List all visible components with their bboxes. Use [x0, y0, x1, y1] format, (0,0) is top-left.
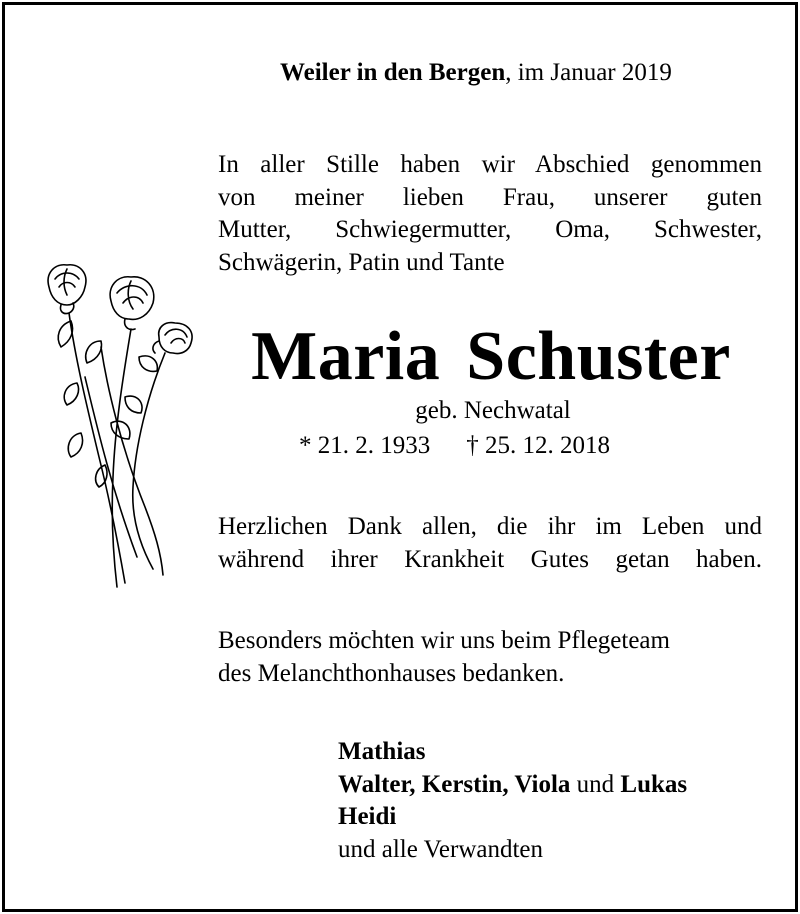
place-date-line: [280, 59, 672, 87]
special-thanks-paragraph: [218, 625, 670, 690]
birth-name: geb. Nechwatal: [415, 397, 571, 424]
special-thanks-line: Besonders möchten wir uns beim Pflegeteam: [218, 627, 670, 654]
signer-name: Mathias: [338, 738, 426, 765]
deceased-first-name: Maria: [251, 318, 441, 395]
signer-name: Heidi: [338, 803, 397, 830]
roses-icon: [41, 257, 201, 593]
place-date: , im Januar 2019: [505, 59, 672, 86]
deceased-last-name: Schuster: [466, 318, 731, 395]
signer-name: Lukas: [620, 770, 688, 798]
deceased-name: [233, 317, 749, 397]
intro-line: In aller Stille haben wir Abschied genommen: [218, 151, 762, 178]
life-dates: [299, 432, 610, 460]
signer-name: Walter, Kerstin, Viola: [338, 770, 571, 798]
special-thanks-line: des Melanchthonhauses bedanken.: [218, 659, 565, 687]
intro-line: von meiner lieben Frau, unserer guten: [218, 183, 762, 211]
thanks-line: Herzlichen Dank allen, die ihr im Leben und: [218, 513, 762, 540]
signers: [338, 736, 687, 866]
intro-line: Mutter, Schwiegermutter, Oma, Schwester,: [218, 216, 762, 243]
signer-relatives: und alle Verwandten: [338, 835, 544, 863]
intro-line: Schwägerin, Patin und Tante: [218, 248, 505, 276]
signer-conjunction: und: [570, 770, 621, 798]
birth-date: * 21. 2. 1933: [299, 432, 431, 459]
thanks-line: während ihrer Krankheit Gutes getan haben.: [218, 545, 762, 573]
intro-paragraph: [218, 149, 762, 279]
obituary-frame: [2, 2, 798, 912]
place-name: Weiler in den Bergen: [280, 59, 506, 86]
death-date: † 25. 12. 2018: [466, 432, 610, 459]
thanks-paragraph: [218, 511, 762, 576]
